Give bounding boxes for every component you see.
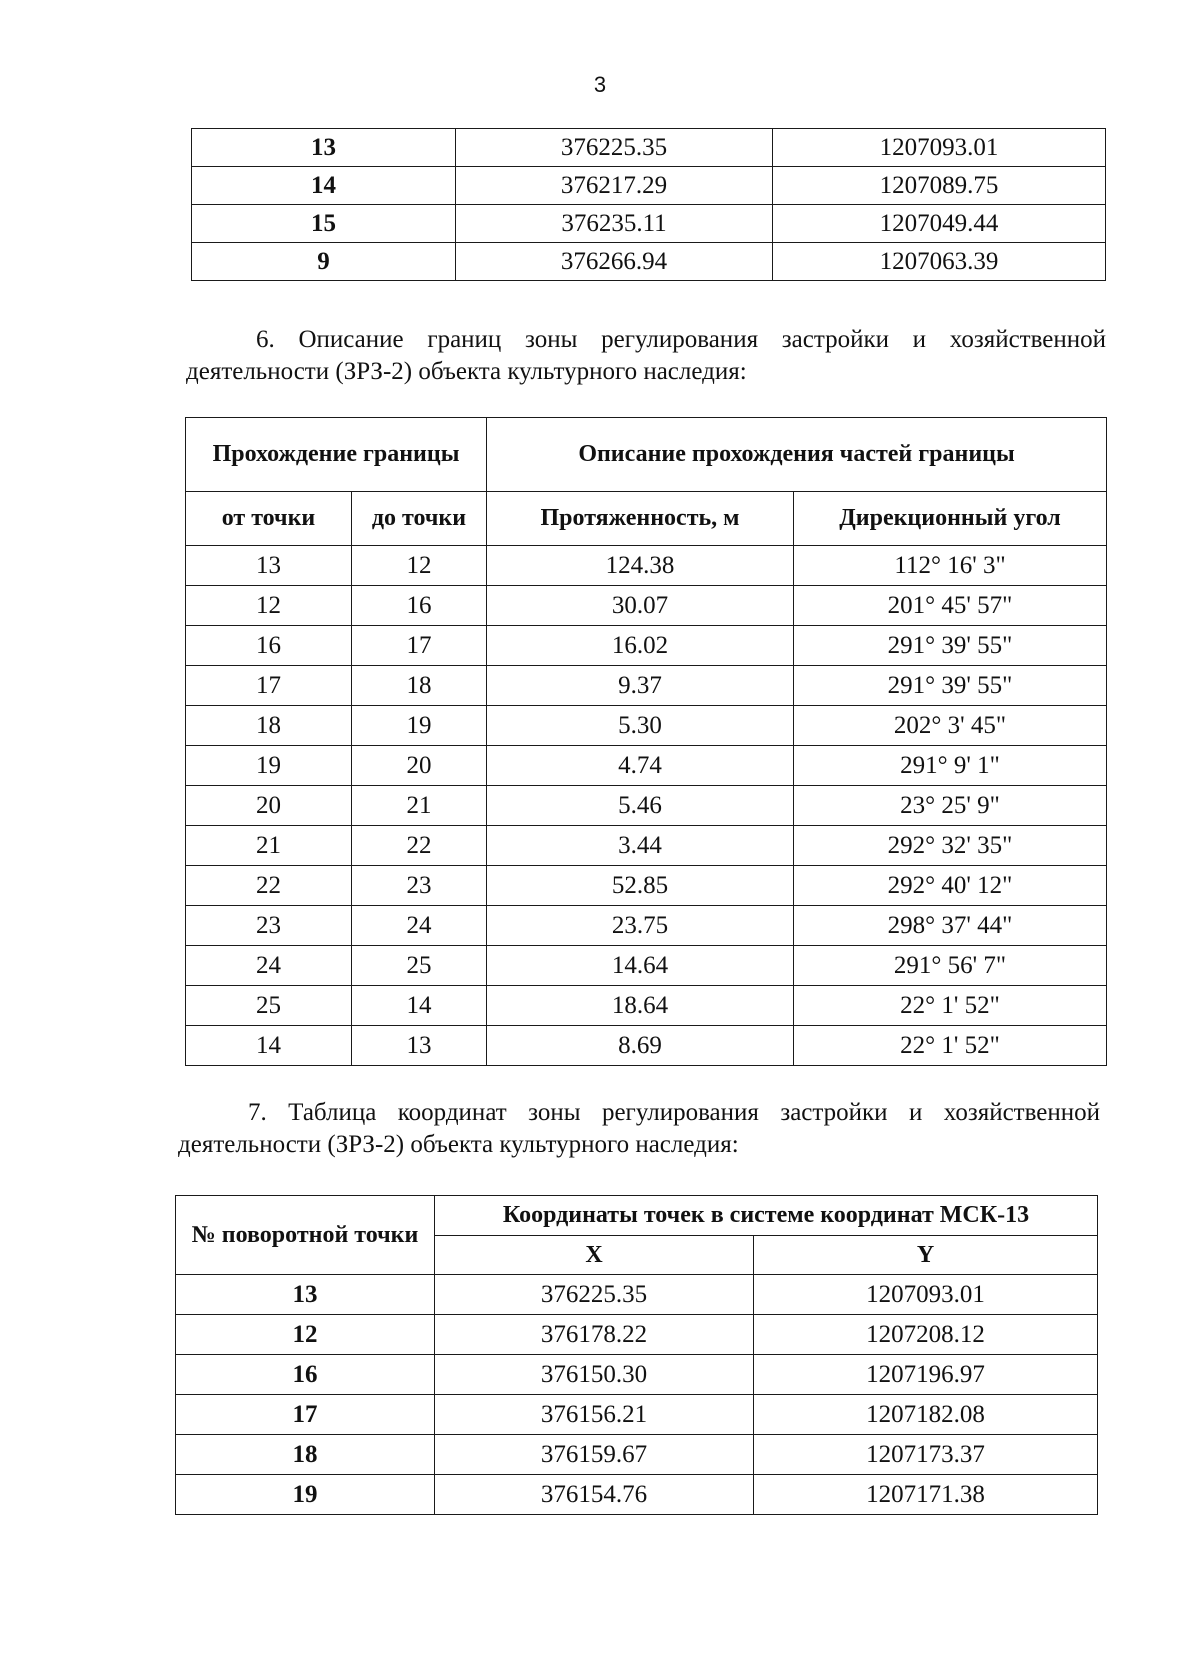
table-cell: 16 — [352, 586, 487, 626]
table-cell: 376159.67 — [435, 1435, 754, 1475]
table-cell: 376217.29 — [456, 167, 773, 205]
table-cell: 291° 56' 7" — [794, 946, 1107, 986]
table-cell: 5.30 — [487, 706, 794, 746]
table-row — [186, 546, 1107, 586]
table-cell: 1207063.39 — [773, 243, 1106, 281]
table-cell: 376235.11 — [456, 205, 773, 243]
table-cell: 23.75 — [487, 906, 794, 946]
table-cell: 202° 3' 45" — [794, 706, 1107, 746]
table-cell: 3.44 — [487, 826, 794, 866]
table-cell: 15 — [192, 205, 456, 243]
table-cell: 13 — [352, 1026, 487, 1066]
table-cell: 124.38 — [487, 546, 794, 586]
boundary-description-table — [185, 417, 1107, 1066]
table-cell: 20 — [186, 786, 352, 826]
header-length: Протяженность, м — [487, 492, 794, 546]
table-cell: 376150.30 — [435, 1355, 754, 1395]
table-row — [176, 1435, 1098, 1475]
section-7-heading — [178, 1097, 1100, 1161]
table-cell: 22° 1' 52" — [794, 1026, 1107, 1066]
table-cell: 12 — [176, 1315, 435, 1355]
table-row — [176, 1355, 1098, 1395]
table-row — [186, 826, 1107, 866]
table-cell: 8.69 — [487, 1026, 794, 1066]
section-7-line1: 7. Таблица координат зоны регулирования застройки и хозяйственной — [248, 1099, 1100, 1126]
table-cell: 25 — [186, 986, 352, 1026]
table-cell: 22 — [352, 826, 487, 866]
table-cell: 14.64 — [487, 946, 794, 986]
table-row — [186, 986, 1107, 1026]
header-to-point: до точки — [352, 492, 487, 546]
table-cell: 292° 32' 35" — [794, 826, 1107, 866]
table-cell: 1207208.12 — [754, 1315, 1098, 1355]
table-cell: 9.37 — [487, 666, 794, 706]
table-cell: 19 — [186, 746, 352, 786]
table-row — [176, 1395, 1098, 1435]
table-row — [176, 1315, 1098, 1355]
table-row — [186, 706, 1107, 746]
table-cell: 14 — [352, 986, 487, 1026]
table-cell: 18 — [352, 666, 487, 706]
table-cell: 292° 40' 12" — [794, 866, 1107, 906]
table-cell: 12 — [352, 546, 487, 586]
table-cell: 291° 39' 55" — [794, 626, 1107, 666]
table-cell: 1207093.01 — [754, 1275, 1098, 1315]
zone-coordinates-table — [175, 1195, 1098, 1515]
table-cell: 18 — [176, 1435, 435, 1475]
table-row — [186, 1026, 1107, 1066]
table-cell: 298° 37' 44" — [794, 906, 1107, 946]
table-row — [186, 746, 1107, 786]
table-cell: 12 — [186, 586, 352, 626]
table-cell: 376154.76 — [435, 1475, 754, 1515]
table-row — [186, 866, 1107, 906]
coordinates-table-continued — [191, 128, 1106, 281]
table-cell: 24 — [352, 906, 487, 946]
table-row — [192, 129, 1106, 167]
table-cell: 376156.21 — [435, 1395, 754, 1435]
table-cell: 112° 16' 3" — [794, 546, 1107, 586]
table-row — [186, 586, 1107, 626]
table-cell: 16 — [186, 626, 352, 666]
table-row — [192, 243, 1106, 281]
table-cell: 20 — [352, 746, 487, 786]
header-coordinate-system: Координаты точек в системе координат МСК-13 — [435, 1196, 1098, 1236]
header-description: Описание прохождения частей границы — [487, 418, 1107, 492]
table-row — [176, 1475, 1098, 1515]
table-cell: 22° 1' 52" — [794, 986, 1107, 1026]
table-cell: 1207182.08 — [754, 1395, 1098, 1435]
table-cell: 13 — [192, 129, 456, 167]
header-y: Y — [754, 1236, 1098, 1275]
table-cell: 22 — [186, 866, 352, 906]
section-6-heading — [186, 324, 1106, 388]
table-cell: 201° 45' 57" — [794, 586, 1107, 626]
table-cell: 18.64 — [487, 986, 794, 1026]
table-row — [186, 666, 1107, 706]
table-cell: 23 — [186, 906, 352, 946]
table-cell: 17 — [352, 626, 487, 666]
table-cell: 18 — [186, 706, 352, 746]
table-cell: 52.85 — [487, 866, 794, 906]
table-cell: 25 — [352, 946, 487, 986]
header-from-point: от точки — [186, 492, 352, 546]
section-7-line2: деятельности (ЗРЗ-2) объекта культурного наследия: — [178, 1131, 739, 1158]
table-cell: 1207173.37 — [754, 1435, 1098, 1475]
table-cell: 21 — [352, 786, 487, 826]
table-cell: 1207093.01 — [773, 129, 1106, 167]
table-cell: 23° 25' 9" — [794, 786, 1107, 826]
table-cell: 9 — [192, 243, 456, 281]
table-cell: 13 — [176, 1275, 435, 1315]
table-row — [186, 946, 1107, 986]
table-cell: 21 — [186, 826, 352, 866]
table-cell: 4.74 — [487, 746, 794, 786]
table-cell: 17 — [176, 1395, 435, 1435]
table-cell: 16 — [176, 1355, 435, 1395]
section-6-line2: деятельности (ЗРЗ-2) объекта культурного наследия: — [186, 358, 747, 385]
table-cell: 14 — [186, 1026, 352, 1066]
table-cell: 13 — [186, 546, 352, 586]
section-6-line1: 6. Описание границ зоны регулирования застройки и хозяйственной — [256, 326, 1106, 353]
table-cell: 23 — [352, 866, 487, 906]
page-number: 3 — [593, 72, 607, 97]
header-x: X — [435, 1236, 754, 1275]
table-cell: 291° 39' 55" — [794, 666, 1107, 706]
table-cell: 19 — [352, 706, 487, 746]
table-row — [186, 786, 1107, 826]
table-cell: 376225.35 — [435, 1275, 754, 1315]
table-row — [192, 205, 1106, 243]
table-cell: 376178.22 — [435, 1315, 754, 1355]
table-cell: 5.46 — [487, 786, 794, 826]
table-cell: 14 — [192, 167, 456, 205]
table-cell: 19 — [176, 1475, 435, 1515]
table-row — [176, 1275, 1098, 1315]
table-cell: 291° 9' 1" — [794, 746, 1107, 786]
header-passage: Прохождение границы — [186, 418, 487, 492]
table-row — [192, 167, 1106, 205]
table-row — [186, 906, 1107, 946]
table-cell: 376266.94 — [456, 243, 773, 281]
table-cell: 17 — [186, 666, 352, 706]
table-cell: 1207049.44 — [773, 205, 1106, 243]
table-row — [186, 626, 1107, 666]
table-cell: 1207171.38 — [754, 1475, 1098, 1515]
table-cell: 376225.35 — [456, 129, 773, 167]
table-cell: 1207089.75 — [773, 167, 1106, 205]
header-turning-point: № поворотной точки — [176, 1196, 435, 1275]
table-cell: 1207196.97 — [754, 1355, 1098, 1395]
table-cell: 30.07 — [487, 586, 794, 626]
table-cell: 24 — [186, 946, 352, 986]
table-cell: 16.02 — [487, 626, 794, 666]
header-direction-angle: Дирекционный угол — [794, 492, 1107, 546]
